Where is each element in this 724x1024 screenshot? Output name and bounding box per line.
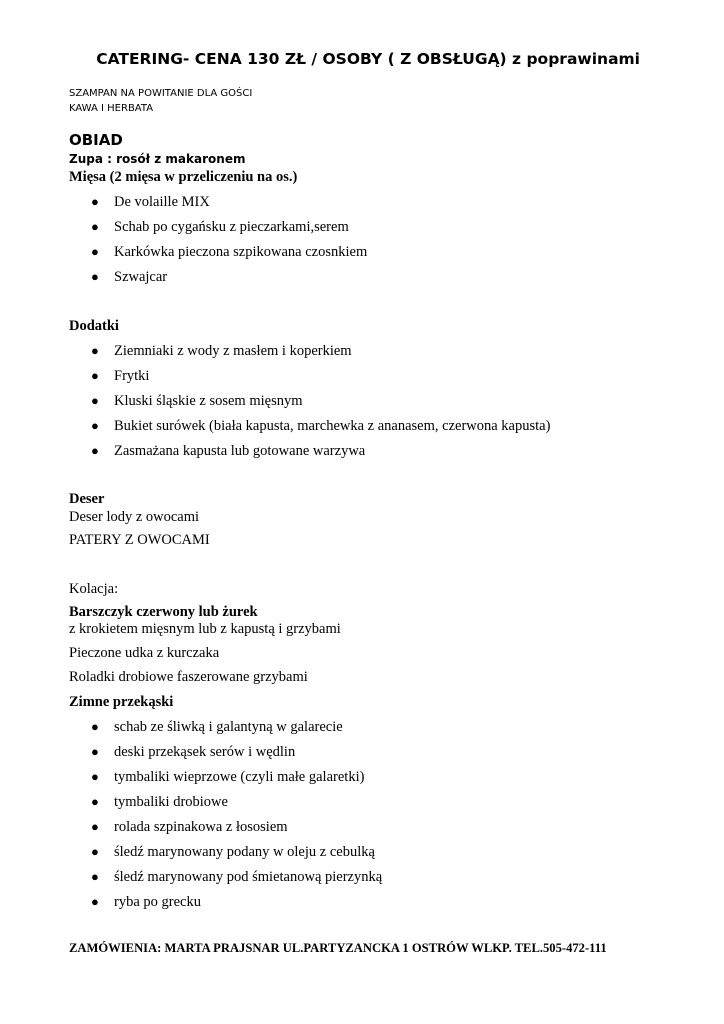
bullet-icon: ● <box>91 744 99 759</box>
section-heading-zimne-przekaski: Zimne przekąski <box>69 694 174 710</box>
meat-heading: Mięsa (2 mięsa w przeliczeniu na os.) <box>69 169 298 185</box>
list-item-text: rolada szpinakowa z łososiem <box>114 819 288 835</box>
intro-line-champagne: SZAMPAN NA POWITANIE DLA GOŚCI <box>69 88 253 99</box>
bullet-icon: ● <box>91 194 99 209</box>
dessert-line-fruit-platters: PATERY Z OWOCAMI <box>69 532 210 548</box>
order-contact-footer: ZAMÓWIENIA: MARTA PRAJSNAR UL.PARTYZANCKA 1 OSTRÓW WLKP. TEL.505-472-111 <box>69 941 607 955</box>
list-item-text: deski przekąsek serów i wędlin <box>114 744 296 760</box>
bullet-icon: ● <box>91 769 99 784</box>
list-item-text: ryba po grecku <box>114 894 201 910</box>
intro-line-coffee-tea: KAWA I HERBATA <box>69 103 154 114</box>
bullet-icon: ● <box>91 219 99 234</box>
dinner-line-roulades: Roladki drobiowe faszerowane grzybami <box>69 669 308 685</box>
bullet-icon: ● <box>91 894 99 909</box>
barszczyk-line: Barszczyk czerwony lub żurek <box>69 604 258 620</box>
barszczyk-detail-line: z krokietem mięsnym lub z kapustą i grzybami <box>69 621 341 637</box>
page-title: CATERING- CENA 130 ZŁ / OSOBY ( Z OBSŁUGĄ) z poprawinami <box>96 50 640 68</box>
list-item-text: Zasmażana kapusta lub gotowane warzywa <box>114 443 366 459</box>
list-item-text: Karkówka pieczona szpikowana czosnkiem <box>114 244 368 260</box>
section-heading-obiad: OBIAD <box>69 131 123 149</box>
bullet-icon: ● <box>91 368 99 383</box>
bullet-icon: ● <box>91 869 99 884</box>
bullet-icon: ● <box>91 819 99 834</box>
list-item-text: Ziemniaki z wody z masłem i koperkiem <box>114 343 352 359</box>
bullet-icon: ● <box>91 418 99 433</box>
bullet-icon: ● <box>91 393 99 408</box>
bullet-icon: ● <box>91 443 99 458</box>
bullet-icon: ● <box>91 719 99 734</box>
list-item-text: Szwajcar <box>114 269 168 285</box>
bullet-icon: ● <box>91 269 99 284</box>
dinner-line-chicken: Pieczone udka z kurczaka <box>69 645 220 661</box>
list-item-text: Frytki <box>114 368 150 384</box>
bullet-icon: ● <box>91 794 99 809</box>
list-item-text: śledź marynowany pod śmietanową pierzynką <box>114 869 383 885</box>
section-heading-dodatki: Dodatki <box>69 318 119 334</box>
list-item-text: Bukiet surówek (biała kapusta, marchewka z ananasem, czerwona kapusta) <box>114 418 551 434</box>
soup-line: Zupa : rosół z makaronem <box>69 152 246 166</box>
list-item-text: tymbaliki drobiowe <box>114 794 228 810</box>
section-heading-kolacja: Kolacja: <box>69 581 119 597</box>
list-item-text: śledź marynowany podany w oleju z cebulką <box>114 844 375 860</box>
list-item-text: tymbaliki wieprzowe (czyli małe galaretki) <box>114 769 365 785</box>
dessert-line-ice-cream: Deser lody z owocami <box>69 509 200 525</box>
bullet-icon: ● <box>91 244 99 259</box>
intro-block <box>69 86 252 116</box>
section-heading-deser: Deser <box>69 491 105 507</box>
bullet-icon: ● <box>91 844 99 859</box>
bullet-icon: ● <box>91 343 99 358</box>
list-item-text: De volaille MIX <box>114 194 210 210</box>
list-item-text: Schab po cygańsku z pieczarkami,serem <box>114 219 349 235</box>
list-item-text: schab ze śliwką i galantyną w galarecie <box>114 719 343 735</box>
list-item-text: Kluski śląskie z sosem mięsnym <box>114 393 303 409</box>
